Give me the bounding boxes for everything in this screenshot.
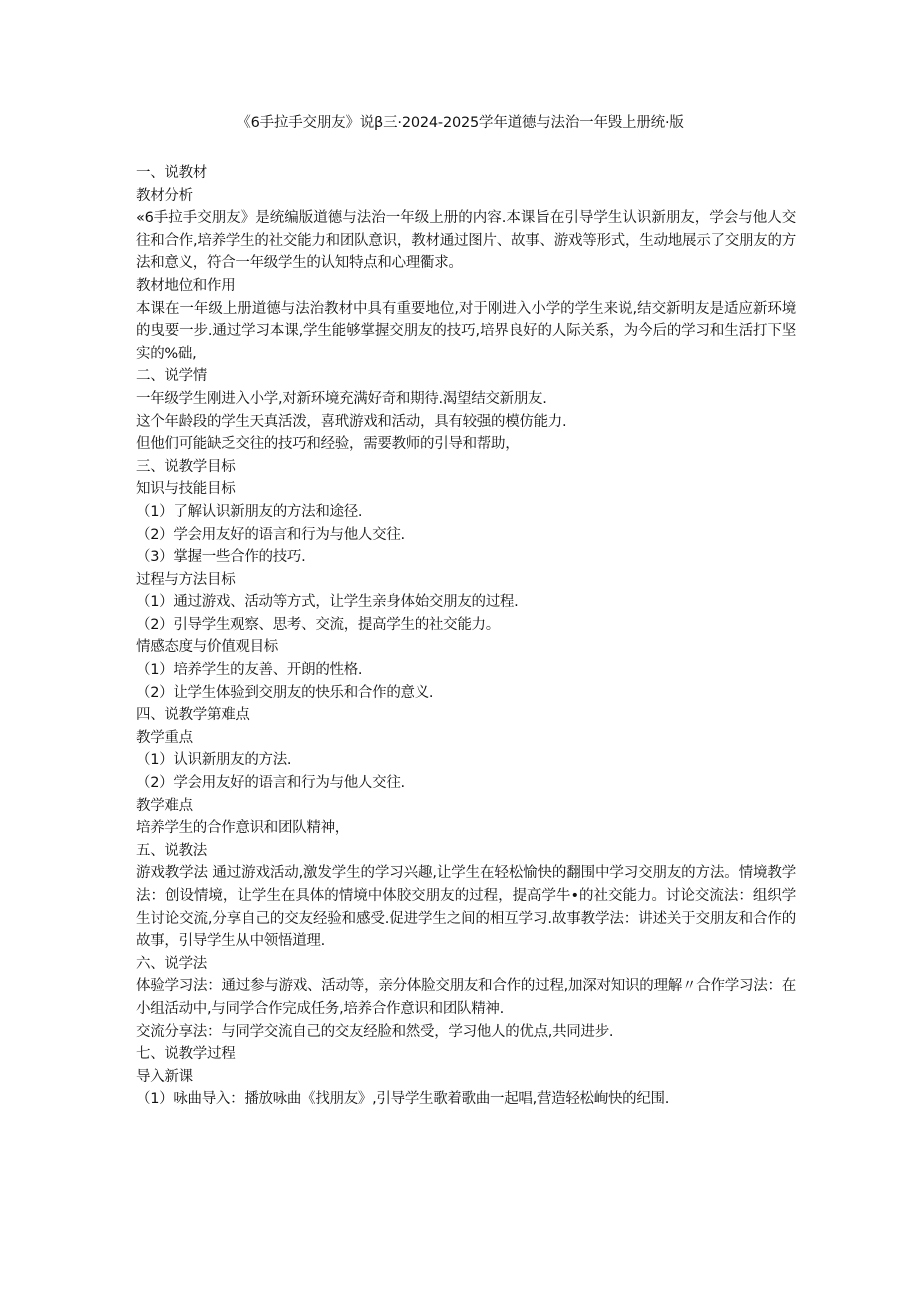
list-item: （1）咏曲导入：播放咏曲《找朋友》,引导学生歌着歌曲一起唱,营造轻松峋快的纪围. [136, 1091, 670, 1108]
list-item: （2）学会用友好的语言和行为与他人交往. [136, 775, 405, 792]
section-heading-1: 一、说教材 [136, 165, 207, 181]
subheading-difficult-points: 教学难点 [136, 797, 193, 814]
section-heading-3: 三、说教学目标 [136, 458, 236, 475]
paragraph-teaching-methods: 游戏教学法 通过游戏活动,激发学生的学习兴趣,让学生在轻松愉快的翻围中学习交朋友的方法。情境教学法：创设情境，让学生在具体的情境中体胶交朋友的过程，提高学牛•的社交能力。讨论交流法：组织学生讨论交流,分享自己的交友经验和感受.促进学生之间的相互学习.故事教学法：讲述关于交朋友和合作的故事，引导学生从中领悟道理. [136, 865, 796, 950]
list-item: （2）让学生体验到交朋友的快乐和合作的意义. [136, 684, 434, 701]
paragraph-textbook-position: 本课在一年级上册道德与法治教材中具有重要地位,对于刚进入小学的学生来说,结交新明友是适应新环境的曳要一步.通过学习本课,学生能够掌握交朋友的技巧,培界良好的人际关系，为今后的学习和生活打下坚实的%础, [136, 300, 796, 362]
list-item: （3）掌握一些合作的技巧. [136, 549, 306, 566]
section-heading-6: 六、说学法 [136, 955, 207, 972]
text-line: 交流分享法：与同学交流自己的交友经脸和然受，学习他人的优点,共同进步. [136, 1023, 614, 1040]
paragraph-learning-methods: 体验学习法：通过参与游戏、活动等，亲分体脸交朋友和合作的过程,加深对知识的理解〃合作学习法：在小组活动中,与同学合作完成任务,培养合作意识和团队精神. [136, 978, 796, 1017]
text-line: 一年级学生刚进入小学,对新环境充满好奇和期待.渴望结交新朋友. [136, 390, 547, 407]
subheading-introduction: 导入新课 [136, 1068, 193, 1085]
document-body [136, 162, 796, 1111]
subheading-process-goals: 过程与方法目标 [136, 571, 236, 588]
text-line: 这个年龄段的学生天真活泼，喜玳游戏和活动，具有较强的模仿能力. [136, 413, 567, 430]
section-heading-7: 七、说教学过程 [136, 1046, 236, 1063]
list-item: （1）培养学生的友善、开朗的性格. [136, 662, 363, 679]
list-item: （2）学会用友好的语言和行为与他人交往. [136, 526, 405, 543]
list-item: （1）认识新朋友的方法. [136, 752, 292, 769]
subheading-knowledge-goals: 知识与技能目标 [136, 481, 236, 498]
section-heading-4: 四、说教学第难点 [136, 707, 250, 724]
subheading-key-points: 教学重点 [136, 729, 193, 746]
list-item: （1）了解认识新朋友的方法和途径. [136, 503, 363, 520]
list-item: （2）引导学生观察、思考、交流，提高学生的社交能力。 [136, 616, 500, 633]
page-title: 《6手拉手交朋友》说β三·2024-2025学年道德与法治一年毁上册统·版 [236, 115, 684, 131]
text-line: 但他们可能缺乏交往的技巧和经验，需要教师的引导和帮助， [136, 436, 520, 453]
subheading-textbook-analysis: 教材分析 [136, 187, 193, 204]
section-heading-5: 五、说教法 [136, 842, 207, 859]
subheading-textbook-position: 教材地位和作用 [136, 277, 236, 294]
paragraph-textbook-analysis: «6手拉手交朋友》是统编版道德与法治一年级上册的内容.本课旨在引导学生认识新朋友，学会与他人交往和合作,培养学生的社交能力和团队意识，教材通过图片、故事、游戏等形式，生动地展示了交朋友的方法和意义，符合一年级学生的认知特点和心理衢求。 [136, 210, 796, 272]
text-line: 培养学生的合作意识和团队精神， [136, 820, 349, 837]
subheading-emotion-goals: 情感态度与价值观目标 [136, 639, 278, 656]
list-item: （1）通过游戏、活动等方式，让学生亲身体始交朋友的过程. [136, 594, 519, 611]
section-heading-2: 二、说学情 [136, 368, 207, 385]
